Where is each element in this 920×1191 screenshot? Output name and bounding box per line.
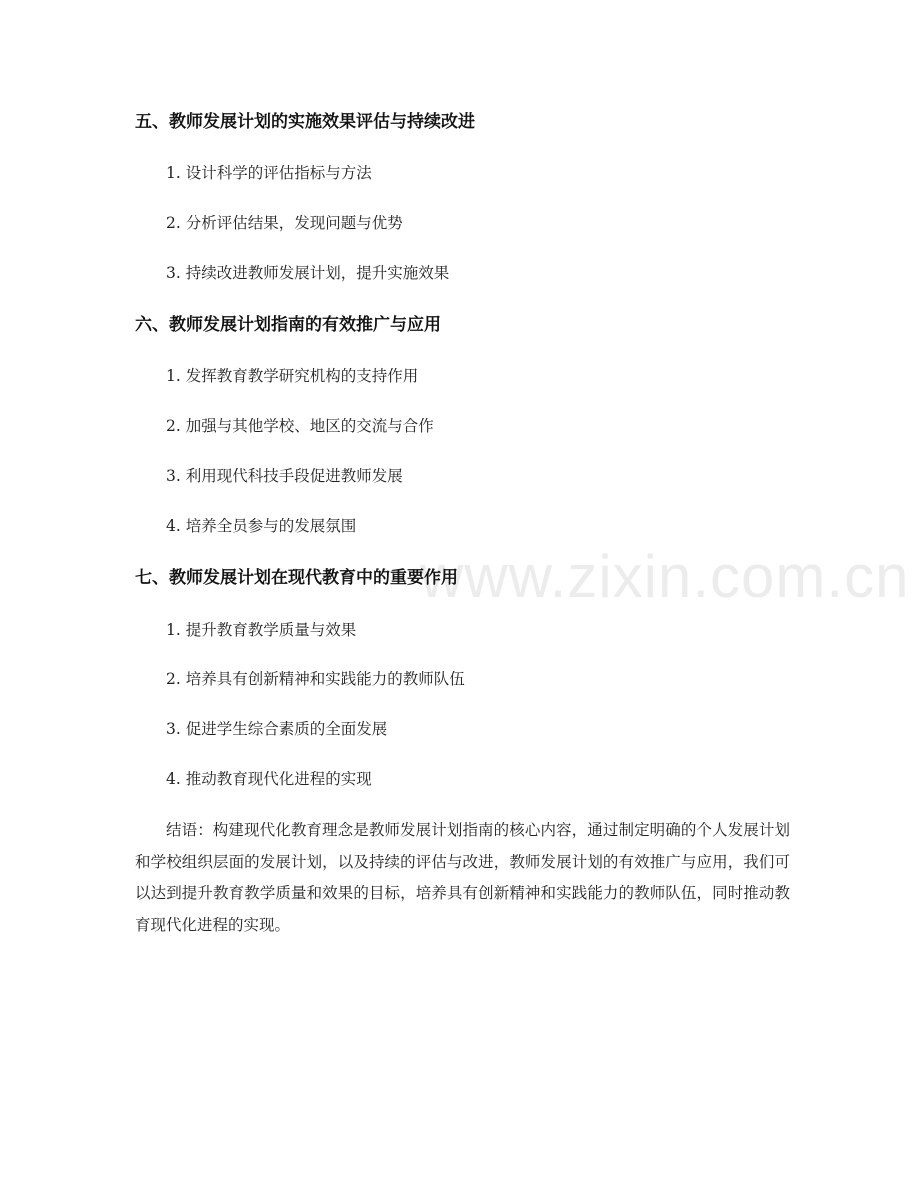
conclusion-paragraph: 结语：构建现代化教育理念是教师发展计划指南的核心内容，通过制定明确的个人发展计划和学校组织层面的发展计划，以及持续的评估与改进，教师发展计划的有效推广与应用，我们可以达到提升教育教学质量和效果的目标，培养具有创新精神和实践能力的教师队伍，同时推动教育现代化进程的实现。 — [135, 821, 790, 934]
list-item: 3. 持续改进教师发展计划，提升实施效果 — [166, 264, 450, 282]
section-heading-6: 六、教师发展计划指南的有效推广与应用 — [135, 315, 441, 335]
list-item: 2. 培养具有创新精神和实践能力的教师队伍 — [166, 670, 465, 688]
section-heading-7: 七、教师发展计划在现代教育中的重要作用 — [135, 568, 458, 588]
list-item: 2. 分析评估结果，发现问题与优势 — [166, 214, 403, 232]
list-item: 3. 促进学生综合素质的全面发展 — [166, 720, 388, 738]
list-item: 4. 培养全员参与的发展氛围 — [166, 517, 357, 535]
list-item: 1. 设计科学的评估指标与方法 — [166, 164, 372, 182]
list-item: 1. 发挥教育教学研究机构的支持作用 — [166, 367, 419, 385]
list-item: 2. 加强与其他学校、地区的交流与合作 — [166, 417, 434, 435]
list-item: 4. 推动教育现代化进程的实现 — [166, 770, 372, 788]
list-item: 3. 利用现代科技手段促进教师发展 — [166, 467, 403, 485]
watermark: www.zixin.com.cn — [420, 543, 910, 610]
list-item: 1. 提升教育教学质量与效果 — [166, 621, 357, 639]
section-heading-5: 五、教师发展计划的实施效果评估与持续改进 — [135, 112, 475, 132]
